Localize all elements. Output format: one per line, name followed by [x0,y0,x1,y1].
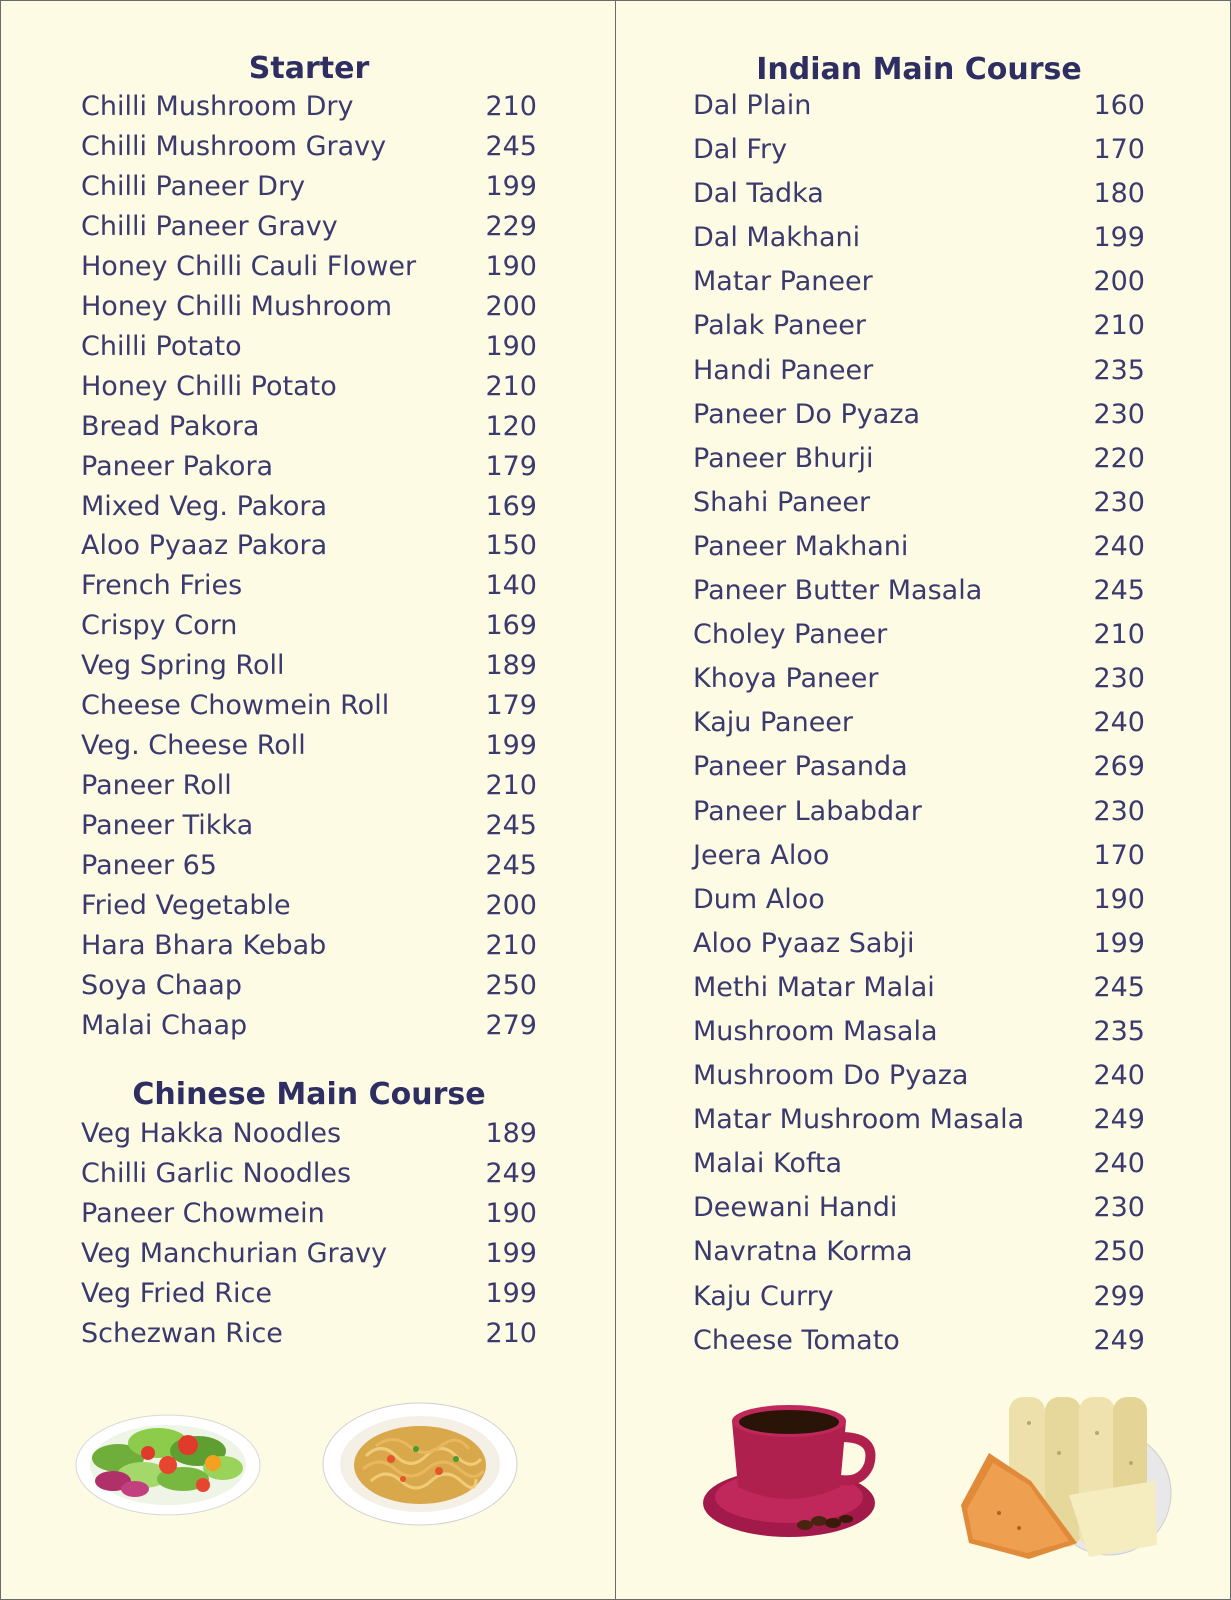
menu-item [81,730,537,770]
item-price: 199 [485,1237,537,1269]
item-price: 140 [485,570,537,602]
item-name: Aloo Pyaaz Pakora [81,530,328,562]
item-price: 199 [485,1277,537,1309]
item-price: 199 [1093,927,1145,959]
item-price: 230 [1093,486,1145,518]
column-divider [615,1,616,1599]
item-price: 210 [1093,619,1145,651]
menu-item [693,134,1145,178]
menu-item [693,1016,1145,1060]
item-name: Veg Hakka Noodles [81,1118,342,1149]
item-name: Paneer Bhurji [693,442,874,474]
menu-item [81,610,537,650]
item-name: Aloo Pyaaz Sabji [693,927,915,959]
item-name: French Fries [81,570,243,602]
item-name: Paneer Lababdar [693,795,922,827]
item-name: Soya Chaap [81,969,242,1001]
item-price: 190 [485,250,537,282]
item-price: 230 [1093,398,1145,430]
item-name: Honey Chilli Mushroom [81,290,393,322]
item-price: 210 [485,930,537,962]
item-price: 210 [1093,310,1145,342]
item-price: 189 [485,650,537,682]
item-price: 169 [485,490,537,522]
item-price: 235 [1093,354,1145,386]
item-name: Matar Mushroom Masala [693,1104,1025,1136]
item-price: 179 [485,450,537,482]
item-price: 169 [485,610,537,642]
indian-list [693,90,1145,1369]
item-name: Hara Bhara Kebab [81,930,327,962]
item-price: 160 [1093,90,1145,121]
item-name: Dal Plain [693,90,812,121]
starter-title: Starter [248,51,370,86]
chinese-list [81,1118,537,1358]
item-name: Cheese Chowmein Roll [81,690,390,722]
item-name: Schezwan Rice [81,1317,283,1349]
menu-item [693,796,1145,840]
menu-item [693,443,1145,487]
menu-item [693,222,1145,266]
menu-item [693,928,1145,972]
item-price: 210 [485,370,537,402]
item-price: 245 [1093,575,1145,607]
item-name: Handi Paneer [693,354,874,386]
item-price: 150 [485,530,537,562]
item-name: Paneer Pakora [81,450,274,482]
menu-item [81,1318,537,1358]
noodles-icon [321,1401,519,1531]
item-price: 249 [1093,1104,1145,1136]
item-name: Shahi Paneer [693,486,871,518]
item-name: Chilli Paneer Gravy [81,210,338,242]
item-price: 210 [485,1317,537,1349]
menu-item [81,850,537,890]
item-name: Paneer Do Pyaza [693,398,921,430]
item-name: Fried Vegetable [81,890,291,922]
item-price: 240 [1093,707,1145,739]
item-name: Paneer Chowmein [81,1197,325,1229]
menu-item [81,331,537,371]
item-price: 250 [1093,1236,1145,1268]
item-price: 230 [1093,663,1145,695]
item-name: Veg Manchurian Gravy [81,1237,388,1269]
menu-item [81,1238,537,1278]
menu-item [81,810,537,850]
item-price: 245 [485,850,537,882]
menu-item [81,890,537,930]
menu-item [693,972,1145,1016]
item-name: Veg Fried Rice [81,1277,272,1309]
menu-item [693,1192,1145,1236]
item-name: Deewani Handi [693,1192,898,1224]
menu-item [81,1278,537,1318]
menu-item [693,1104,1145,1148]
coffee-cup-icon [701,1399,879,1545]
item-price: 190 [485,1197,537,1229]
item-price: 199 [1093,222,1145,254]
menu-item [693,90,1145,134]
item-price: 120 [485,410,537,442]
menu-item [693,840,1145,884]
item-price: 269 [1093,751,1145,783]
menu-item [81,650,537,690]
menu-item [81,570,537,610]
menu-item [81,491,537,531]
menu-item [693,266,1145,310]
item-price: 245 [485,130,537,162]
item-name: Paneer Pasanda [693,751,908,783]
item-price: 240 [1093,530,1145,562]
item-name: Dal Tadka [693,178,824,210]
item-name: Honey Chilli Potato [81,370,337,402]
item-price: 200 [1093,266,1145,298]
item-price: 199 [485,170,537,202]
item-name: Matar Paneer [693,266,873,298]
item-name: Malai Kofta [693,1148,843,1180]
item-price: 200 [485,290,537,322]
item-name: Paneer 65 [81,850,217,882]
menu-item [693,1325,1145,1369]
item-name: Jeera Aloo [693,839,830,871]
item-price: 235 [1093,1015,1145,1047]
papad-icon [959,1393,1175,1565]
item-name: Bread Pakora [81,410,260,442]
indian-title: Indian Main Course [756,52,1082,87]
menu-item [81,411,537,451]
item-name: Paneer Butter Masala [693,575,983,607]
menu-item [693,1281,1145,1325]
menu-item [693,1060,1145,1104]
menu-item [693,663,1145,707]
menu-item [81,1118,537,1158]
item-name: Palak Paneer [693,310,866,342]
item-name: Chilli Paneer Dry [81,170,306,202]
item-price: 220 [1093,442,1145,474]
item-price: 250 [485,969,537,1001]
item-price: 180 [1093,178,1145,210]
menu-item [81,131,537,171]
item-name: Chilli Garlic Noodles [81,1157,352,1189]
item-name: Chilli Mushroom Dry [81,91,354,122]
item-name: Veg Spring Roll [81,650,285,682]
item-price: 179 [485,690,537,722]
menu-item [81,171,537,211]
menu-item [81,770,537,810]
menu-item [693,619,1145,663]
item-price: 190 [1093,883,1145,915]
item-price: 189 [485,1118,537,1149]
item-name: Malai Chaap [81,1009,248,1041]
item-name: Kaju Paneer [693,707,854,739]
menu-item [81,970,537,1010]
menu-item [693,310,1145,354]
menu-item [693,1148,1145,1192]
item-name: Veg. Cheese Roll [81,730,306,762]
item-name: Khoya Paneer [693,663,879,695]
menu-item [693,1236,1145,1280]
item-name: Paneer Tikka [81,810,254,842]
item-name: Paneer Roll [81,770,232,802]
menu-item [81,530,537,570]
menu-item [81,1198,537,1238]
menu-item [81,91,537,131]
item-price: 199 [485,730,537,762]
item-name: Honey Chilli Cauli Flower [81,250,417,282]
menu-item [693,707,1145,751]
item-price: 245 [485,810,537,842]
menu-item [693,399,1145,443]
menu-item [81,690,537,730]
item-name: Chilli Potato [81,330,242,362]
item-name: Cheese Tomato [693,1324,900,1356]
item-price: 245 [1093,971,1145,1003]
item-price: 210 [485,770,537,802]
item-name: Paneer Makhani [693,530,909,562]
item-name: Crispy Corn [81,610,238,642]
item-name: Mixed Veg. Pakora [81,490,328,522]
menu-item [693,355,1145,399]
salad-icon [73,1403,263,1523]
item-name: Kaju Curry [693,1280,834,1312]
item-price: 170 [1093,839,1145,871]
menu-item [693,575,1145,619]
starter-list [81,91,537,1050]
item-name: Chilli Mushroom Gravy [81,130,387,162]
item-price: 170 [1093,134,1145,166]
menu-item [693,531,1145,575]
item-price: 299 [1093,1280,1145,1312]
menu-item [693,178,1145,222]
item-price: 230 [1093,1192,1145,1224]
item-price: 190 [485,330,537,362]
item-name: Dal Makhani [693,222,861,254]
item-price: 249 [485,1157,537,1189]
menu-item [81,371,537,411]
item-name: Choley Paneer [693,619,888,651]
menu-item [693,884,1145,928]
item-price: 279 [485,1009,537,1041]
item-name: Dal Fry [693,134,788,166]
item-price: 200 [485,890,537,922]
item-name: Mushroom Do Pyaza [693,1060,969,1092]
menu-item [693,487,1145,531]
menu-item [81,451,537,491]
item-name: Dum Aloo [693,883,825,915]
menu-item [81,1158,537,1198]
item-name: Navratna Korma [693,1236,913,1268]
item-price: 240 [1093,1148,1145,1180]
menu-item [81,930,537,970]
item-name: Methi Matar Malai [693,971,935,1003]
item-price: 230 [1093,795,1145,827]
item-name: Mushroom Masala [693,1015,938,1047]
item-price: 249 [1093,1324,1145,1356]
menu-item [81,211,537,251]
item-price: 210 [485,91,537,122]
menu-item [693,751,1145,795]
menu-item [81,291,537,331]
menu-item [81,251,537,291]
menu-item [81,1010,537,1050]
item-price: 229 [485,210,537,242]
chinese-title: Chinese Main Course [132,1077,486,1112]
item-price: 240 [1093,1060,1145,1092]
